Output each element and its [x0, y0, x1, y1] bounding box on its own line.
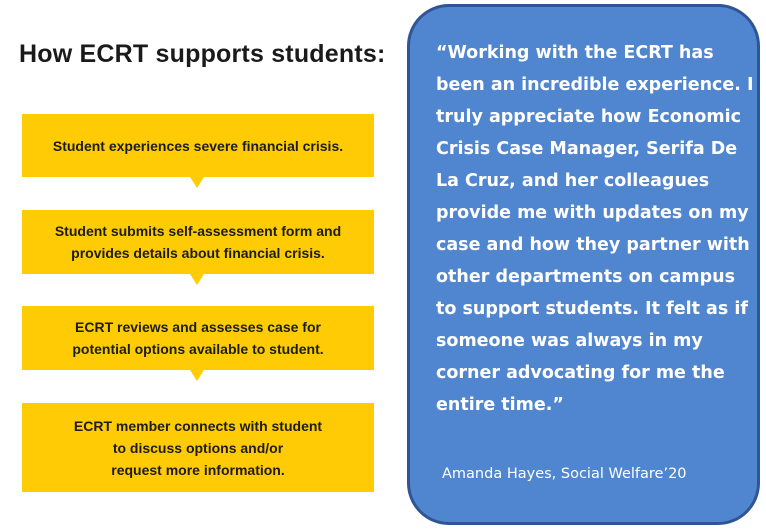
testimonial-attribution: Amanda Hayes, Social Welfare’20 [442, 466, 687, 482]
flow-step-1 [22, 114, 374, 177]
page-title: How ECRT supports students: [19, 40, 386, 68]
flow-step-2-text: Student submits self-assessment form and provides details about financial crisis. [54, 223, 342, 261]
flow-step-1-text: Student experiences severe financial crisis. [52, 137, 344, 154]
testimonial-quote: “Working with the ECRT has been an incredible experience. I truly appreciate how Economic Crisis Case Manager, Serifa De La Cruz, and her colleagues provide me with updates on my case and how they partner with other departments on campus to support students. It felt as if someone was always in my corner advocating for me the entire time.” [436, 43, 754, 415]
flow-arrow-down-icon [190, 370, 204, 381]
flow-arrow-down-icon [190, 177, 204, 188]
flow-step-2 [22, 210, 374, 274]
flow-step-3-text: ECRT reviews and assesses case for potential options available to student. [72, 319, 324, 357]
flow-step-4-text: ECRT member connects with student to discuss options and/or request more information. [73, 417, 323, 478]
flow-step-3 [22, 306, 374, 370]
flow-step-4 [22, 403, 374, 492]
flow-arrow-down-icon [190, 274, 204, 285]
testimonial-quote-box [407, 4, 760, 525]
